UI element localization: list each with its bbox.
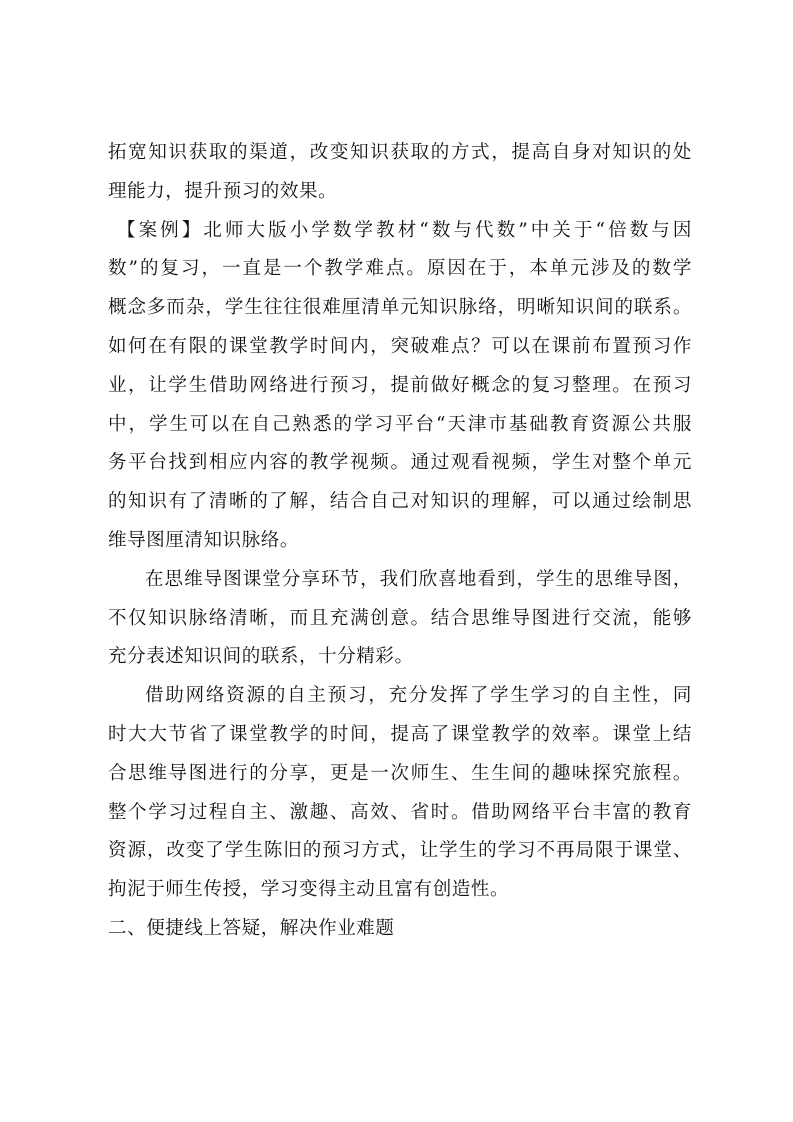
text-line: 在思维导图课堂分享环节，我们欣喜地看到，学生的思维导图， (145, 568, 692, 590)
text-line: 业，让学生借助网络进行预习，提前做好概念的复习整理。在预习 (108, 374, 692, 396)
text-line: 的知识有了清晰的了解，结合自己对知识的理解，可以通过绘制思 (108, 491, 692, 513)
body-text (108, 134, 692, 949)
text-line: 时大大节省了课堂教学的时间，提高了课堂教学的效率。课堂上结 (108, 723, 692, 745)
text-line: 拘泥于师生传授，学习变得主动且富有创造性。 (108, 879, 510, 901)
text-line: 资源，改变了学生陈旧的预习方式，让学生的学习不再局限于课堂、 (108, 840, 692, 862)
text-line: 理能力，提升预习的效果。 (108, 180, 338, 202)
text-line: 合思维导图进行的分享，更是一次师生、生生间的趣味探究旅程。 (108, 762, 692, 784)
text-line: 充分表述知识间的联系，十分精彩。 (108, 646, 414, 668)
text-line: 务平台找到相应内容的教学视频。通过观看视频，学生对整个单元 (108, 452, 692, 474)
text-line: 不仅知识脉络清晰，而且充满创意。结合思维导图进行交流，能够 (108, 607, 692, 629)
text-line: 数”的复习，一直是一个教学难点。原因在于，本单元涉及的数学 (108, 258, 692, 280)
text-line: 维导图厘清知识脉络。 (108, 529, 300, 551)
text-line: 【案例】北师大版小学数学教材“数与代数”中关于“倍数与因 (117, 219, 692, 241)
text-line: 中，学生可以在自己熟悉的学习平台“天津市基础教育资源公共服 (108, 413, 692, 435)
text-line: 拓宽知识获取的渠道，改变知识获取的方式，提高自身对知识的处 (108, 142, 692, 163)
text-line: 概念多而杂，学生往往很难厘清单元知识脉络，明晰知识间的联系。 (108, 297, 692, 319)
text-line: 如何在有限的课堂教学时间内，突破难点？可以在课前布置预习作 (108, 335, 692, 357)
text-line: 整个学习过程自主、激趣、高效、省时。借助网络平台丰富的教育 (108, 801, 692, 823)
section-heading: 二、便捷线上答疑，解决作业难题 (108, 917, 395, 939)
text-line: 借助网络资源的自主预习，充分发挥了学生学习的自主性，同 (145, 685, 692, 707)
